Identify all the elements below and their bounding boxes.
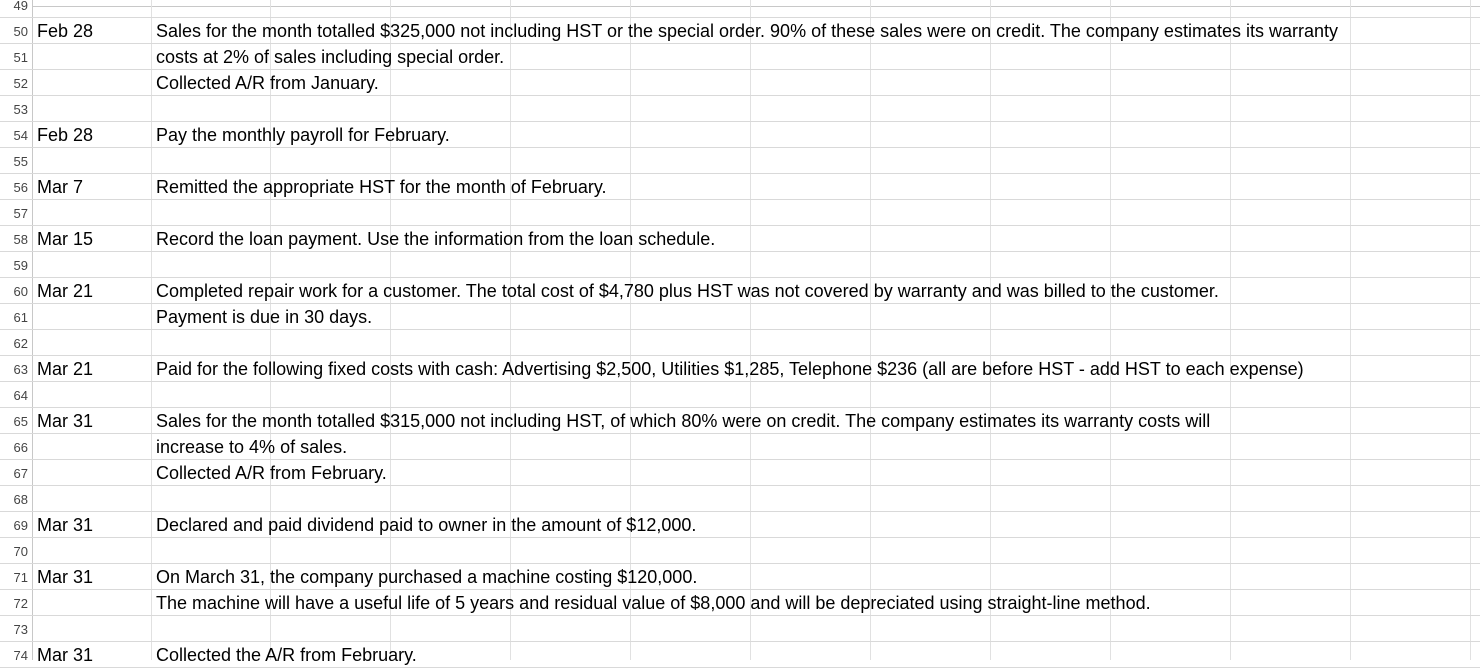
- row-number[interactable]: 69: [13, 518, 28, 533]
- description-cell[interactable]: On March 31, the company purchased a machine costing $120,000.: [156, 567, 698, 587]
- description-cell[interactable]: Collected the A/R from February.: [156, 645, 417, 665]
- sheet-row[interactable]: [0, 642, 1480, 668]
- sheet-row[interactable]: [0, 70, 1480, 96]
- sheet-row[interactable]: [0, 512, 1480, 538]
- description-cell[interactable]: costs at 2% of sales including special order.: [156, 47, 505, 67]
- sheet-row[interactable]: [0, 564, 1480, 590]
- sheet-row[interactable]: [0, 18, 1480, 44]
- sheet-row[interactable]: [0, 460, 1480, 486]
- date-cell[interactable]: Mar 31: [37, 567, 94, 587]
- row-number[interactable]: 66: [13, 440, 28, 455]
- row-number[interactable]: 60: [13, 284, 28, 299]
- date-cell[interactable]: Mar 21: [37, 359, 94, 379]
- row-number[interactable]: 49: [13, 0, 28, 13]
- description-cell[interactable]: Remitted the appropriate HST for the month of February.: [156, 177, 607, 197]
- sheet-row[interactable]: [0, 122, 1480, 148]
- date-cell[interactable]: Feb 28: [37, 125, 94, 145]
- sheet-row[interactable]: [0, 330, 1480, 356]
- sheet-row[interactable]: [0, 538, 1480, 564]
- description-cell[interactable]: Sales for the month totalled $325,000 not including HST or the special order. 90% of these sales were on credit. The company estimates its warranty: [156, 21, 1338, 41]
- date-cell[interactable]: Mar 15: [37, 229, 94, 249]
- row-number[interactable]: 53: [13, 102, 28, 117]
- row-number[interactable]: 50: [13, 24, 28, 39]
- sheet-row[interactable]: [0, 590, 1480, 616]
- description-cell[interactable]: Collected A/R from January.: [156, 73, 379, 93]
- description-cell[interactable]: Completed repair work for a customer. The total cost of $4,780 plus HST was not covered by warranty and was billed to the customer.: [156, 281, 1219, 301]
- date-cell[interactable]: Mar 31: [37, 645, 94, 665]
- sheet-row[interactable]: [0, 304, 1480, 330]
- date-cell[interactable]: Mar 31: [37, 411, 94, 431]
- sheet-row[interactable]: [0, 174, 1480, 200]
- sheet-row[interactable]: [0, 356, 1480, 382]
- row-number[interactable]: 74: [13, 648, 28, 663]
- description-cell[interactable]: Record the loan payment. Use the information from the loan schedule.: [156, 229, 716, 249]
- description-cell[interactable]: The machine will have a useful life of 5 years and residual value of $8,000 and will be depreciated using straight-line method.: [156, 593, 1151, 613]
- row-number[interactable]: 71: [13, 570, 28, 585]
- description-cell[interactable]: Sales for the month totalled $315,000 not including HST, of which 80% were on credit. The company estimates its warranty costs will: [156, 411, 1211, 431]
- sheet-row[interactable]: [0, 408, 1480, 434]
- row-number[interactable]: 58: [13, 232, 28, 247]
- sheet-row[interactable]: [0, 616, 1480, 642]
- row-number[interactable]: 52: [13, 76, 28, 91]
- sheet-row[interactable]: [0, 486, 1480, 512]
- date-cell[interactable]: Feb 28: [37, 21, 94, 41]
- row-number[interactable]: 61: [13, 310, 28, 325]
- description-cell[interactable]: Collected A/R from February.: [156, 463, 387, 483]
- row-number[interactable]: 72: [13, 596, 28, 611]
- sheet-row[interactable]: [0, 434, 1480, 460]
- row-number[interactable]: 68: [13, 492, 28, 507]
- description-cell[interactable]: Pay the monthly payroll for February.: [156, 125, 450, 145]
- sheet-row[interactable]: [0, 200, 1480, 226]
- row-number[interactable]: 73: [13, 622, 28, 637]
- sheet-row[interactable]: [0, 278, 1480, 304]
- row-number[interactable]: 59: [13, 258, 28, 273]
- description-cell[interactable]: Payment is due in 30 days.: [156, 307, 373, 327]
- row-number[interactable]: 62: [13, 336, 28, 351]
- date-cell[interactable]: Mar 31: [37, 515, 94, 535]
- sheet-row[interactable]: [0, 148, 1480, 174]
- description-cell[interactable]: increase to 4% of sales.: [156, 437, 348, 457]
- date-cell[interactable]: Mar 7: [37, 177, 84, 197]
- sheet-row[interactable]: [0, 0, 1480, 18]
- sheet-row[interactable]: [0, 226, 1480, 252]
- sheet-row[interactable]: [0, 252, 1480, 278]
- description-cell[interactable]: Paid for the following fixed costs with cash: Advertising $2,500, Utilities $1,285, Telephone $236 (all are before HST - add HST to each expense): [156, 359, 1304, 379]
- row-number[interactable]: 67: [13, 466, 28, 481]
- row-number[interactable]: 56: [13, 180, 28, 195]
- date-cell[interactable]: Mar 21: [37, 281, 94, 301]
- row-number[interactable]: 54: [13, 128, 28, 143]
- row-number[interactable]: 55: [13, 154, 28, 169]
- sheet-row[interactable]: [0, 44, 1480, 70]
- row-number[interactable]: 51: [13, 50, 28, 65]
- sheet-row[interactable]: [0, 96, 1480, 122]
- sheet-row[interactable]: [0, 382, 1480, 408]
- row-number[interactable]: 57: [13, 206, 28, 221]
- description-cell[interactable]: Declared and paid dividend paid to owner in the amount of $12,000.: [156, 515, 697, 535]
- row-number[interactable]: 70: [13, 544, 28, 559]
- row-number[interactable]: 63: [13, 362, 28, 377]
- row-number[interactable]: 65: [13, 414, 28, 429]
- row-number[interactable]: 64: [13, 388, 28, 403]
